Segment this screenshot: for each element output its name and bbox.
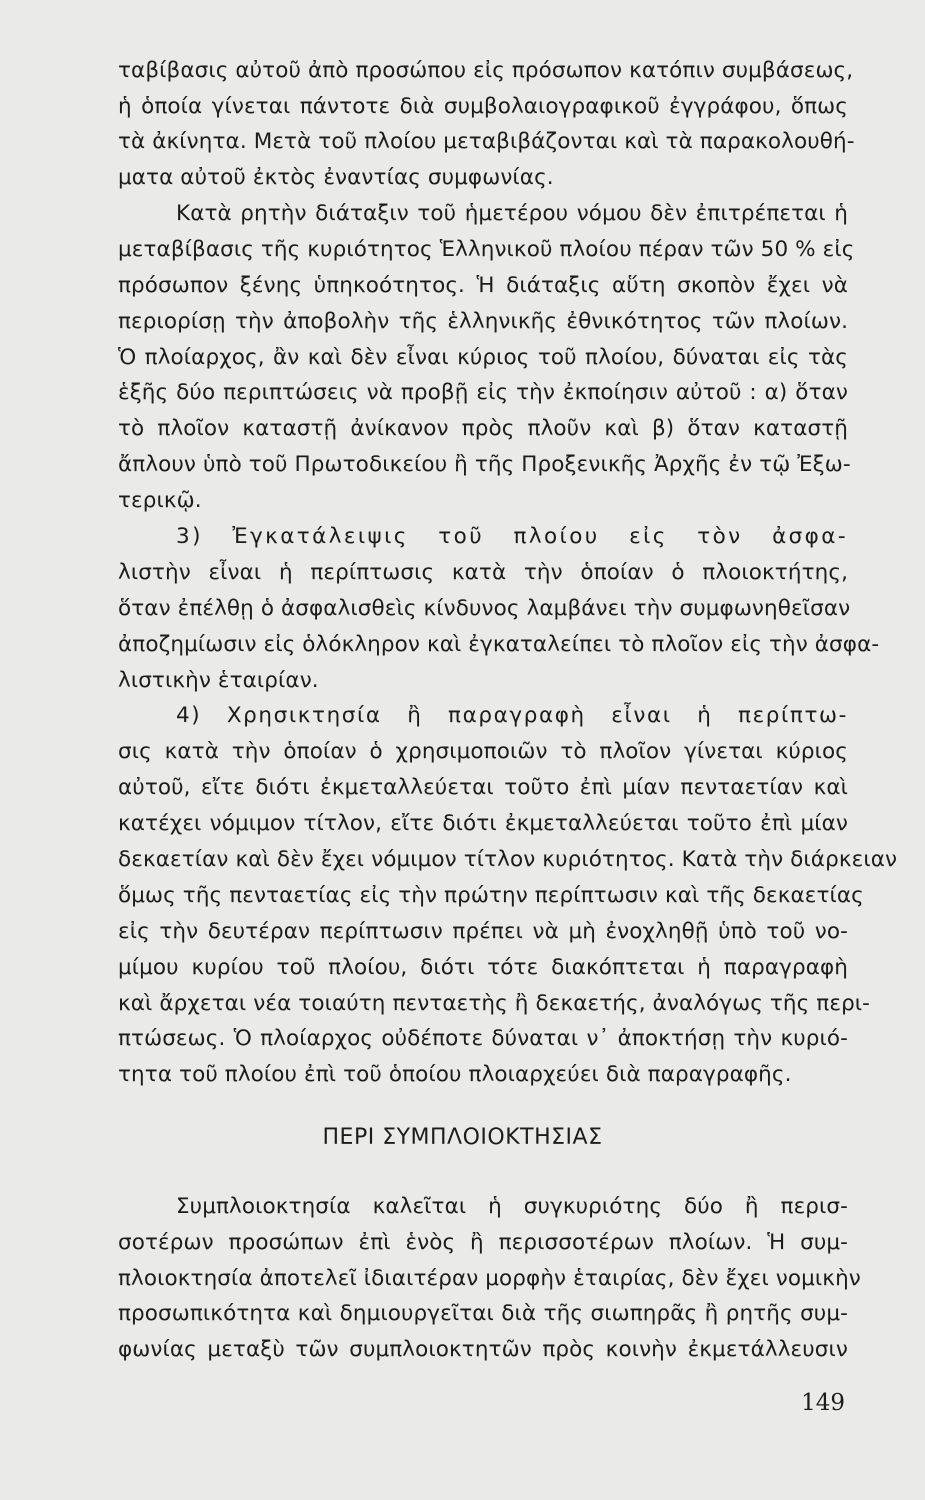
text-line: ἡ ὁποία γίνεται πάντοτε διὰ συμβολαιογραφικοῦ ἐγγράφου, ὅπως (118, 94, 848, 119)
text-line: πτώσεως. Ὁ πλοίαρχος οὐδέποτε δύναται ν᾽ ἀποκτήσῃ τὴν κυριό- (118, 1026, 848, 1051)
text-line: πλοιοκτησία ἀποτελεῖ ἰδιαιτέραν μορφὴν ἑταιρίας, δὲν ἔχει νομικὴν (118, 1266, 861, 1291)
text-line: δεκαετίαν καὶ δὲν ἔχει νόμιμον τίτλον κυριότητος. Κατὰ τὴν διάρκειαν (118, 847, 898, 872)
text-line: ἄπλουν ὑπὸ τοῦ Πρωτοδικείου ἢ τῆς Προξενικῆς Ἀρχῆς ἐν τῷ Ἐξω- (118, 452, 851, 477)
text-line: κατέχει νόμιμον τίτλον, εἴτε διότι ἐκμεταλλεύεται τοῦτο ἐπὶ μίαν (118, 811, 848, 836)
text-line: πρόσωπον ξένης ὑπηκοότητος. Ἡ διάταξις αὕτη σκοπὸν ἔχει νὰ (118, 273, 848, 298)
text-line: ἑξῆς δύο περιπτώσεις νὰ προβῇ εἰς τὴν ἐκποίησιν αὐτοῦ : α) ὅταν (118, 380, 848, 405)
text-line: λιστικὴν ἑταιρίαν. (118, 668, 319, 693)
text-line: Κατὰ ρητὴν διάταξιν τοῦ ἡμετέρου νόμου δὲν ἐπιτρέπεται ἡ (176, 201, 848, 226)
text-line: τὸ πλοῖον καταστῇ ἀνίκανον πρὸς πλοῦν καὶ β) ὅταν καταστῇ (118, 416, 848, 441)
text-line: σις κατὰ τὴν ὁποίαν ὁ χρησιμοποιῶν τὸ πλοῖον γίνεται κύριος (118, 739, 848, 764)
text-line: μεταβίβασις τῆς κυριότητος Ἑλληνικοῦ πλοίου πέραν τῶν 50 % εἰς (118, 237, 855, 262)
text-line: αὐτοῦ, εἴτε διότι ἐκμεταλλεύεται τοῦτο ἐπὶ μίαν πενταετίαν καὶ (118, 775, 848, 800)
text-line: προσωπικότητα καὶ δημιουργεῖται διὰ τῆς σιωπηρᾶς ἢ ρητῆς συμ- (118, 1301, 848, 1326)
text-line: Συμπλοιοκτησία καλεῖται ἡ συγκυριότης δύο ἢ περισ- (176, 1194, 848, 1219)
text-line: Ὁ πλοίαρχος, ἂν καὶ δὲν εἶναι κύριος τοῦ πλοίου, δύναται εἰς τὰς (118, 345, 848, 370)
text-line: ματα αὐτοῦ ἐκτὸς ἐναντίας συμφωνίας. (118, 165, 554, 190)
text-line: περιορίσῃ τὴν ἀποβολὴν τῆς ἑλληνικῆς ἐθνικότητος τῶν πλοίων. (118, 309, 848, 334)
text-line: τὰ ἀκίνητα. Μετὰ τοῦ πλοίου μεταβιβάζονται καὶ τὰ παρακολουθή- (118, 129, 855, 154)
text-line: τητα τοῦ πλοίου ἐπὶ τοῦ ὁποίου πλοιαρχεύει διὰ παραγραφῆς. (118, 1062, 792, 1087)
text-line: ὅμως τῆς πενταετίας εἰς τὴν πρώτην περίπτωσιν καὶ τῆς δεκαετίας (118, 883, 864, 908)
text-line: σοτέρων προσώπων ἐπὶ ἑνὸς ἢ περισσοτέρων πλοίων. Ἡ συμ- (118, 1230, 848, 1255)
text-line: λιστὴν εἶναι ἡ περίπτωσις κατὰ τὴν ὁποίαν ὁ πλοιοκτήτης, (118, 560, 848, 585)
text-line: μίμου κυρίου τοῦ πλοίου, διότι τότε διακόπτεται ἡ παραγραφὴ (118, 955, 848, 980)
text-line: εἰς τὴν δευτέραν περίπτωσιν πρέπει νὰ μὴ ἐνοχληθῇ ὑπὸ τοῦ νο- (118, 919, 848, 944)
text-line: ταβίβασις αὐτοῦ ἀπὸ προσώπου εἰς πρόσωπον κατόπιν συμβάσεως, (118, 58, 854, 83)
page-number: 149 (801, 1390, 845, 1416)
text-line: 4) Χρησικτησία ἢ παραγραφὴ εἶναι ἡ περίπτω- (176, 703, 848, 728)
text-line: ὅταν ἐπέλθῃ ὁ ἀσφαλισθεὶς κίνδυνος λαμβάνει τὴν συμφωνηθεῖσαν (118, 596, 851, 621)
text-line: 3) Ἐγκατάλειψις τοῦ πλοίου εἰς τὸν ἀσφα- (176, 524, 848, 549)
text-line: ἀποζημίωσιν εἰς ὁλόκληρον καὶ ἐγκαταλείπει τὸ πλοῖον εἰς τὴν ἀσφα- (118, 632, 880, 657)
text-line: φωνίας μεταξὺ τῶν συμπλοιοκτητῶν πρὸς κοινὴν ἐκμετάλλευσιν (118, 1337, 848, 1362)
section-heading: ΠΕΡΙ ΣΥΜΠΛΟΙΟΚΤΗΣΙΑΣ (322, 1125, 603, 1150)
text-line: καὶ ἄρχεται νέα τοιαύτη πενταετὴς ἢ δεκαετής, ἀναλόγως τῆς περι- (118, 991, 871, 1016)
text-line: τερικῷ. (118, 488, 202, 513)
